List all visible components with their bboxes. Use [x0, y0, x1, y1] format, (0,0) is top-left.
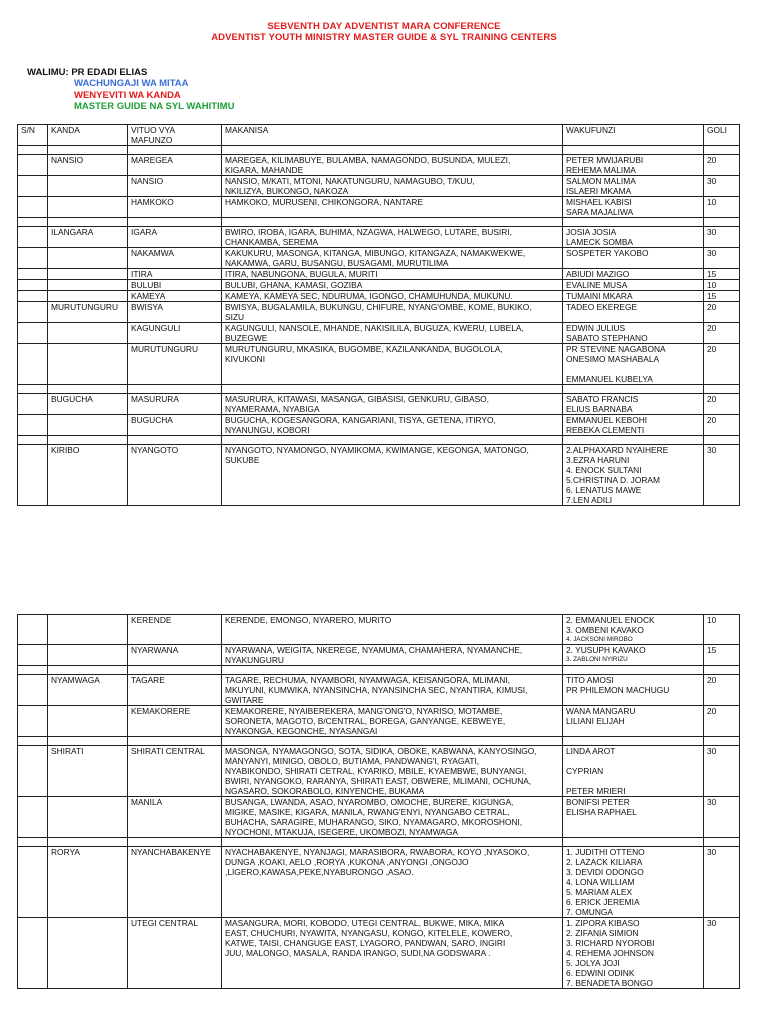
- kituo-cell: HAMKOKO: [128, 197, 222, 218]
- empty-cell: [222, 218, 563, 227]
- empty-cell: [563, 218, 704, 227]
- empty-cell: [704, 146, 740, 155]
- sn-cell: [18, 269, 48, 280]
- goli-cell: 30: [704, 847, 740, 918]
- spacer-row: [18, 146, 740, 155]
- wakufunzi-cell: TADEO EKEREGE: [563, 302, 704, 323]
- table-row: [18, 248, 740, 269]
- table-row: [18, 269, 740, 280]
- col-header-makanisa: MAKANISA: [222, 125, 563, 146]
- makanisa-cell: HAMKOKO, MURUSENI, CHIKONGORA, NANTARE: [222, 197, 563, 218]
- kituo-cell: IGARA: [128, 227, 222, 248]
- kanda-cell: [48, 797, 128, 838]
- empty-cell: [18, 218, 48, 227]
- empty-cell: [563, 838, 704, 847]
- wakufunzi-cell: 1. JUDITHI OTTENO 2. LAZACK KILIARA 3. DEVIDI ODONGO 4. LONA WILLIAM 5. MARIAM ALEX 6. ERICK JEREMIA 7. OMUNGA: [563, 847, 704, 918]
- kituo-cell: KAMEYA: [128, 291, 222, 302]
- goli-cell: 20: [704, 394, 740, 415]
- table-row: [18, 615, 740, 645]
- makanisa-cell: TAGARE, RECHUMA, NYAMBORI, NYAMWAGA, KEISANGORA, MLIMANI, MKUYUNI, KUMWIKA, NYANSINCHA, NYANSINCHA SEC, NYANTIRA, KIMUSI, GWITARE: [222, 675, 563, 706]
- empty-cell: [48, 146, 128, 155]
- table-row: [18, 645, 740, 666]
- legend-blue: WACHUNGAJI WA MITAA: [74, 78, 189, 89]
- spacer-row: [18, 218, 740, 227]
- makanisa-cell: BUSANGA, LWANDA, ASAO, NYAROMBO, OMOCHE, BURERE, KIGUNGA, MIGIKE, MASIKE, KIGARA, MANILA, RWANG'ENYI, NYANGABO CETRAL, BUHACHA, SARAGIRE, MUHARANGO, SIKO, NYAMAGARO, MKOROSHONI, NYOCHONI, MTAKUJA, ISEGERE, UKOMBOZI, NYAMWAGA: [222, 797, 563, 838]
- table-row: [18, 197, 740, 218]
- table-row: [18, 344, 740, 385]
- sn-cell: [18, 918, 48, 989]
- kanda-cell: MURUTUNGURU: [48, 302, 128, 323]
- sn-cell: [18, 344, 48, 385]
- makanisa-cell: KERENDE, EMONGO, NYARERO, MURITO: [222, 615, 563, 645]
- goli-cell: 30: [704, 248, 740, 269]
- empty-cell: [48, 436, 128, 445]
- kituo-cell: BUGUCHA: [128, 415, 222, 436]
- goli-cell: 30: [704, 746, 740, 797]
- makanisa-cell: BWISYA, BUGALAMILA, BUKUNGU, CHIFURE, NYANG'OMBE, KOME, BUKIKO, SIZU: [222, 302, 563, 323]
- col-header-sn: S/N: [18, 125, 48, 146]
- wakufunzi-cell: SOSPETER YAKOBO: [563, 248, 704, 269]
- training-centers-table-1: [17, 124, 740, 506]
- empty-cell: [18, 146, 48, 155]
- sn-cell: [18, 415, 48, 436]
- empty-cell: [18, 666, 48, 675]
- empty-cell: [222, 666, 563, 675]
- goli-cell: 10: [704, 197, 740, 218]
- table-row: [18, 394, 740, 415]
- table-header-row: [18, 125, 740, 146]
- kituo-cell: NYANGOTO: [128, 445, 222, 506]
- sn-cell: [18, 248, 48, 269]
- table-row: [18, 302, 740, 323]
- table-row: [18, 280, 740, 291]
- sn-cell: [18, 176, 48, 197]
- empty-cell: [128, 218, 222, 227]
- wakufunzi-cell: PETER MWIJARUBI REHEMA MALIMA: [563, 155, 704, 176]
- wakufunzi-cell: BONIFSI PETER ELISHA RAPHAEL: [563, 797, 704, 838]
- goli-cell: 30: [704, 176, 740, 197]
- empty-cell: [48, 737, 128, 746]
- table-row: [18, 797, 740, 838]
- empty-cell: [704, 436, 740, 445]
- empty-cell: [704, 218, 740, 227]
- table-row: [18, 746, 740, 797]
- document-subtitle: ADVENTIST YOUTH MINISTRY MASTER GUIDE & SYL TRAINING CENTERS: [211, 32, 557, 43]
- kituo-cell: ITIRA: [128, 269, 222, 280]
- sn-cell: [18, 706, 48, 737]
- wakufunzi-cell: WANA MANGARU LILIANI ELIJAH: [563, 706, 704, 737]
- kituo-cell: KEMAKORERE: [128, 706, 222, 737]
- kituo-cell: BWISYA: [128, 302, 222, 323]
- makanisa-cell: MAREGEA, KILIMABUYE, BULAMBA, NAMAGONDO, BUSUNDA, MULEZI, KIGARA, MAHANDE: [222, 155, 563, 176]
- kituo-cell: UTEGI CENTRAL: [128, 918, 222, 989]
- sn-cell: [18, 291, 48, 302]
- kanda-cell: NANSIO: [48, 155, 128, 176]
- wakufunzi-cell: MISHAEL KABISI SARA MAJALIWA: [563, 197, 704, 218]
- goli-cell: 10: [704, 615, 740, 645]
- empty-cell: [18, 737, 48, 746]
- goli-cell: 15: [704, 645, 740, 666]
- col-header-goli: GOLI: [704, 125, 740, 146]
- empty-cell: [128, 666, 222, 675]
- empty-cell: [563, 385, 704, 394]
- sn-cell: [18, 746, 48, 797]
- col-header-vituo: VITUO VYA MAFUNZO: [128, 125, 222, 146]
- kanda-cell: [48, 415, 128, 436]
- makanisa-cell: NYACHABAKENYE, NYANJAGI, MARASIBORA, RWABORA, KOYO ,NYASOKO, DUNGA ,KOAKI, AELO ,RORYA ,KUKONA ,ANYONGI ,ONGOJO ,LIGERO,KAWASA,PEKE,NYABURONGO ,ASAO.: [222, 847, 563, 918]
- kanda-cell: KIRIBO: [48, 445, 128, 506]
- empty-cell: [128, 385, 222, 394]
- empty-cell: [222, 146, 563, 155]
- makanisa-cell: NYARWANA, WEIGITA, NKEREGE, NYAMUMA, CHAMAHERA, NYAMANCHE, NYAKUNGURU: [222, 645, 563, 666]
- goli-cell: 15: [704, 291, 740, 302]
- goli-cell: 20: [704, 675, 740, 706]
- table-row: [18, 918, 740, 989]
- wakufunzi-cell: ABIUDI MAZIGO: [563, 269, 704, 280]
- empty-cell: [128, 436, 222, 445]
- table-row: [18, 291, 740, 302]
- sn-cell: [18, 645, 48, 666]
- makanisa-cell: MURUTUNGURU, MKASIKA, BUGOMBE, KAZILANKANDA, BUGOLOLA, KIVUKONI: [222, 344, 563, 385]
- wakufunzi-cell: JOSIA JOSIA LAMECK SOMBA: [563, 227, 704, 248]
- kituo-cell: NANSIO: [128, 176, 222, 197]
- empty-cell: [563, 436, 704, 445]
- table-row: [18, 445, 740, 506]
- table-row: [18, 155, 740, 176]
- goli-cell: 20: [704, 323, 740, 344]
- empty-cell: [222, 436, 563, 445]
- makanisa-cell: KAGUNGULI, NANSOLE, MHANDE, NAKISILILA, BUGUZA, KWERU, LUBELA, BUZEGWE: [222, 323, 563, 344]
- kanda-cell: SHIRATI: [48, 746, 128, 797]
- wakufunzi-cell: TITO AMOSI PR PHILEMON MACHUGU: [563, 675, 704, 706]
- kituo-cell: MURUTUNGURU: [128, 344, 222, 385]
- sn-cell: [18, 394, 48, 415]
- empty-cell: [18, 436, 48, 445]
- empty-cell: [128, 146, 222, 155]
- sn-cell: [18, 445, 48, 506]
- sn-cell: [18, 675, 48, 706]
- empty-cell: [704, 838, 740, 847]
- empty-cell: [563, 666, 704, 675]
- wakufunzi-cell: 2.ALPHAXARD NYAIHERE 3.EZRA HARUNI 4. ENOCK SULTANI 5.CHRISTINA D. JORAM 6. LENATUS MAWE 7.LEN ADILI: [563, 445, 704, 506]
- empty-cell: [48, 666, 128, 675]
- empty-cell: [48, 385, 128, 394]
- empty-cell: [48, 838, 128, 847]
- spacer-row: [18, 838, 740, 847]
- makanisa-cell: KAMEYA, KAMEYA SEC, NDURUMA, IGONGO, CHAMUHUNDA, MUKUNU.: [222, 291, 563, 302]
- kanda-cell: [48, 269, 128, 280]
- kituo-cell: TAGARE: [128, 675, 222, 706]
- empty-cell: [563, 737, 704, 746]
- empty-cell: [704, 385, 740, 394]
- kanda-cell: [48, 706, 128, 737]
- kanda-cell: [48, 197, 128, 218]
- makanisa-cell: BUGUCHA, KOGESANGORA, KANGARIANI, TISYA, GETENA, ITIRYO, NYANUNGU, KOBORI: [222, 415, 563, 436]
- col-header-kanda: KANDA: [48, 125, 128, 146]
- makanisa-cell: ITIRA, NABUNGONA, BUGULA, MURITI: [222, 269, 563, 280]
- kanda-cell: ILANGARA: [48, 227, 128, 248]
- wakufunzi-cell: 2. YUSUPH KAVAKO 3. ZABLONI NYIRIZU: [563, 645, 704, 666]
- kanda-cell: [48, 615, 128, 645]
- kanda-cell: [48, 280, 128, 291]
- table-row: [18, 675, 740, 706]
- kanda-cell: [48, 248, 128, 269]
- makanisa-cell: KAKUKURU, MASONGA, KITANGA, MIBUNGO, KITANGAZA, NAMAKWEKWE, NAKAMWA, GARU, BUSANGU, BUSAGAMI, MURUTILIMA: [222, 248, 563, 269]
- goli-cell: 15: [704, 269, 740, 280]
- wakufunzi-cell: PR STEVINE NAGABONA ONESIMO MASHABALA EMMANUEL KUBELYA: [563, 344, 704, 385]
- sn-cell: [18, 797, 48, 838]
- wakufunzi-cell: SABATO FRANCIS ELIUS BARNABA: [563, 394, 704, 415]
- kanda-cell: [48, 323, 128, 344]
- kituo-cell: KAGUNGULI: [128, 323, 222, 344]
- empty-cell: [18, 838, 48, 847]
- sn-cell: [18, 847, 48, 918]
- goli-cell: 10: [704, 280, 740, 291]
- spacer-row: [18, 385, 740, 394]
- makanisa-cell: MASURURA, KITAWASI, MASANGA, GIBASISI, GENKURU, GIBASO, NYAMERAMA, NYABIGA: [222, 394, 563, 415]
- sn-cell: [18, 615, 48, 645]
- empty-cell: [222, 737, 563, 746]
- makanisa-cell: MASONGA, NYAMAGONGO, SOTA, SIDIKA, OBOKE, KABWANA, KANYOSINGO, MANYANYI, MINIGO, OBOLO, BUTIAMA, PANDWANG'I, RYAGATI, NYABIKONDO, SHIRATI CETRAL, KYARIKO, MBILE, KYAEMBWE, BUNYANGI, BWIRI, NYANGOKO, RARANYA, SHIRATI EAST, OBWERE, MLIMANI, OCHUNA, NGASARO, SOKORABOLO, KINYENCHE, BUKAMA: [222, 746, 563, 797]
- empty-cell: [48, 218, 128, 227]
- empty-cell: [563, 146, 704, 155]
- walimu-label: WALIMU: PR EDADI ELIAS: [27, 67, 148, 78]
- sn-cell: [18, 155, 48, 176]
- empty-cell: [128, 838, 222, 847]
- wakufunzi-cell: TUMAINI MKARA: [563, 291, 704, 302]
- table-row: [18, 415, 740, 436]
- kanda-cell: BUGUCHA: [48, 394, 128, 415]
- sn-cell: [18, 227, 48, 248]
- wakufunzi-cell: 2. EMMANUEL ENOCK 3. OMBENI KAVAKO 4. JACKSONI MIROBO: [563, 615, 704, 645]
- spacer-row: [18, 436, 740, 445]
- spacer-row: [18, 666, 740, 675]
- goli-cell: 20: [704, 706, 740, 737]
- table-row: [18, 227, 740, 248]
- document-title: SEBVENTH DAY ADVENTIST MARA CONFERENCE: [267, 21, 501, 32]
- table-row: [18, 706, 740, 737]
- empty-cell: [704, 737, 740, 746]
- legend-red: WENYEVITI WA KANDA: [74, 90, 181, 101]
- sn-cell: [18, 302, 48, 323]
- empty-cell: [222, 385, 563, 394]
- sn-cell: [18, 280, 48, 291]
- goli-cell: 20: [704, 155, 740, 176]
- sn-cell: [18, 323, 48, 344]
- kanda-cell: NYAMWAGA: [48, 675, 128, 706]
- makanisa-cell: NYANGOTO, NYAMONGO, NYAMIKOMA, KWIMANGE, KEGONGA, MATONGO, SUKUBE: [222, 445, 563, 506]
- kanda-cell: [48, 176, 128, 197]
- kituo-cell: MASURURA: [128, 394, 222, 415]
- goli-cell: 20: [704, 415, 740, 436]
- wakufunzi-cell: EDWIN JULIUS SABATO STEPHANO: [563, 323, 704, 344]
- goli-cell: 20: [704, 302, 740, 323]
- makanisa-cell: BWIRO, IROBA, IGARA, BUHIMA, NZAGWA, HALWEGO, LUTARE, BUSIRI, CHANKAMBA, SEREMA: [222, 227, 563, 248]
- kanda-cell: [48, 645, 128, 666]
- table-row: [18, 176, 740, 197]
- goli-cell: 20: [704, 344, 740, 385]
- col-header-wakufunzi: WAKUFUNZI: [563, 125, 704, 146]
- legend-green: MASTER GUIDE NA SYL WAHITIMU: [74, 101, 235, 112]
- kanda-cell: [48, 918, 128, 989]
- kituo-cell: NYARWANA: [128, 645, 222, 666]
- makanisa-cell: BULUBI, GHANA, KAMASI, GOZIBA: [222, 280, 563, 291]
- kanda-cell: [48, 344, 128, 385]
- spacer-row: [18, 737, 740, 746]
- kituo-cell: NAKAMWA: [128, 248, 222, 269]
- kituo-cell: MANILA: [128, 797, 222, 838]
- kituo-cell: BULUBI: [128, 280, 222, 291]
- table-row: [18, 323, 740, 344]
- kituo-cell: MAREGEA: [128, 155, 222, 176]
- makanisa-cell: KEMAKORERE, NYAIBEREKERA, MANG'ONG'O, NYARISO, MOTAMBE, SORONETA, MAGOTO, B/CENTRAL, BOREGA, GANYANGE, KEBWEYE, NYAKONGA, KEGONCHE, NYASANGAI: [222, 706, 563, 737]
- wakufunzi-cell: EVALINE MUSA: [563, 280, 704, 291]
- empty-cell: [704, 666, 740, 675]
- kituo-cell: NYANCHABAKENYE: [128, 847, 222, 918]
- wakufunzi-cell: 1. ZIPORA KIBASO 2. ZIFANIA SIMION 3. RICHARD NYOROBI 4. REHEMA JOHNSON 5. JOLYA JOJI 6. EDWINI ODINK 7. BENADETA BONGO: [563, 918, 704, 989]
- kanda-cell: RORYA: [48, 847, 128, 918]
- wakufunzi-cell: LINDA AROT CYPRIAN PETER MRIERI: [563, 746, 704, 797]
- goli-cell: 30: [704, 227, 740, 248]
- training-centers-table-2: [17, 614, 740, 989]
- kituo-cell: SHIRATI CENTRAL: [128, 746, 222, 797]
- empty-cell: [128, 737, 222, 746]
- empty-cell: [222, 838, 563, 847]
- goli-cell: 30: [704, 445, 740, 506]
- table-row: [18, 847, 740, 918]
- goli-cell: 30: [704, 918, 740, 989]
- empty-cell: [18, 385, 48, 394]
- kanda-cell: [48, 291, 128, 302]
- makanisa-cell: NANSIO, M/KATI, MTONI, NAKATUNGURU, NAMAGUBO, T/KUU, NKILIZYA, BUKONGO, NAKOZA: [222, 176, 563, 197]
- goli-cell: 30: [704, 797, 740, 838]
- wakufunzi-cell: EMMANUEL KEBOHI REBEKA CLEMENTI: [563, 415, 704, 436]
- sn-cell: [18, 197, 48, 218]
- wakufunzi-cell: SALMON MALIMA ISLAERI MKAMA: [563, 176, 704, 197]
- makanisa-cell: MASANGURA, MORI, KOBODO, UTEGI CENTRAL, BUKWE, MIKA, MIKA EAST, CHUCHURI, NYAWITA, NYANGASU, KONGO, KITELELE, KOWERO, KATWE, TAISI, CHANGUGE EAST, LYAGORO, PANDWAN, SARO, INGIRI JUU, MALONGO, MASALA, RANDA IRANGO, SUDI,NA GODSWARA .: [222, 918, 563, 989]
- kituo-cell: KERENDE: [128, 615, 222, 645]
